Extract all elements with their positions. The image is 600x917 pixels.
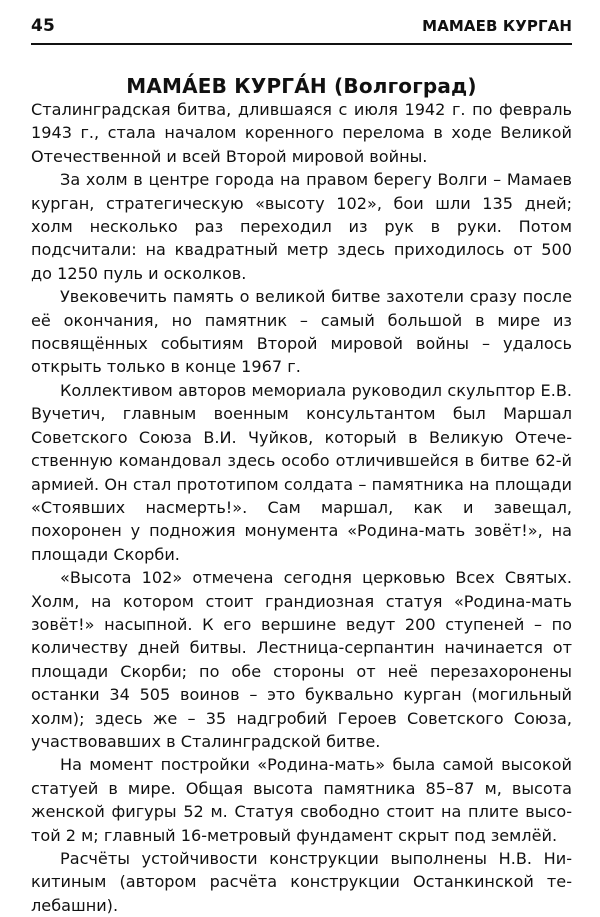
paragraph-2: За холм в центре города на правом берегу Волги – Мамаев курган, стратегическую «высоту 102», бои шли 135 дней; холм несколько раз переходил из рук в руки. Потом подсчитали: на квадратный метр здесь приходилось от 500 до 1250 пуль и осколков. xyxy=(31,170,572,283)
paragraph-4: Коллективом авторов мемориала руководил скульптор Е.В. Вучетич, главным военным консультантом был Маршал Советского Союза В.И. Чуйков, который в Великую Отечественную командовал здесь особо отличившейся в битве 62-й армией. Он стал прототипом солдата – памятника на площади «Стоявших насмерть!». Сам маршал, как и завещал, похоронен у подножия монумента «Родина-мать зовёт!», на площади Скорби. xyxy=(31,380,572,564)
paragraph-3: Увековечить память о великой битве захотели сразу после её окончания, но памятник – самый большой в мире из посвящённых событиям Второй мировой войны – удалось открыть только в конце 1967 г. xyxy=(31,287,572,377)
page-number: 45 xyxy=(31,16,56,36)
article-body xyxy=(31,98,572,917)
header-rule xyxy=(31,43,572,45)
running-title: МАМАЕВ КУРГАН xyxy=(422,17,572,35)
running-head xyxy=(31,12,572,42)
paragraph-1: Сталинградская битва, длившаяся с июля 1942 г. по февраль 1943 г., стала началом коренного перелома в ходе Великой Отечественной и всей Второй мировой войны. xyxy=(31,100,572,166)
article-title: МАМА́ЕВ КУРГА́Н (Волгоград) xyxy=(126,74,477,99)
paragraph-6: На момент постройки «Родина-мать» была самой высокой статуей в мире. Общая высота памятника 85–87 м, высота женской фигуры 52 м. Статуя свободно стоит на плите высотой 2 м; главный 16-метровый фундамент скрыт под землёй. xyxy=(31,755,572,845)
paragraph-5: «Высота 102» отмечена сегодня церковью Всех Святых. Холм, на котором стоит грандиозная статуя «Родина-мать зовёт!» насыпной. К его вершине ведут 200 ступеней – по количеству дней битвы. Лестница-серпантин начинается от площади Скорби; по обе стороны от неё перезахоронены останки 34 505 воинов – это буквально курган (могильный холм); здесь же – 35 надгробий Героев Советского Союза, участвовавших в Сталинградской битве. xyxy=(31,568,572,751)
paragraph-7: Расчёты устойчивости конструкции выполнены Н.В. Никитиным (автором расчёта конструкции Останкинской телебашни). xyxy=(31,849,572,915)
